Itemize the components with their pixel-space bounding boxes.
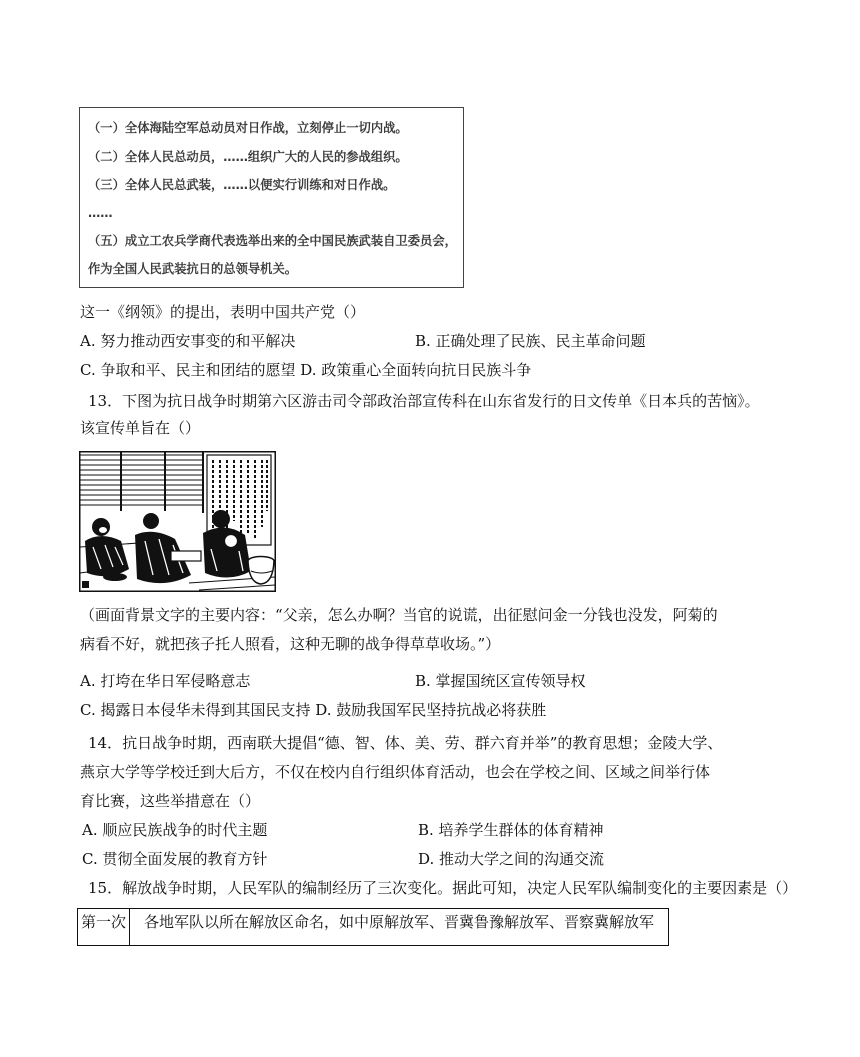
q14-option-b: B. 培养学生群体的体育精神	[418, 821, 604, 839]
q14-stem-line-1: 14．抗日战争时期，西南联大提倡“德、智、体、美、劳、群六育并举”的教育思想；金陵大学、	[88, 734, 723, 752]
program-line-2: （二）全体人民总动员，……组织广大的人民的参战组织。	[88, 150, 408, 164]
q12-option-d: D. 政策重心全面转向抗日民族斗争	[300, 361, 532, 379]
q14-option-a: A. 顺应民族战争的时代主题	[82, 821, 268, 839]
q14-stem-line-2: 燕京大学等学校迁到大后方，不仅在校内自行组织体育活动，也会在学校之间、区域之间举行体	[80, 763, 711, 781]
q13-option-b: B. 掌握国统区宣传领导权	[415, 672, 586, 690]
q12-option-c: C. 争取和平、民主和团结的愿望	[80, 361, 296, 379]
program-line-ellipsis: ……	[88, 206, 113, 220]
program-line-1: （一）全体海陆空军总动员对日作战，立刻停止一切内战。	[88, 121, 408, 135]
q15-stem: 15．解放战争时期，人民军队的编制经历了三次变化。据此可知，决定人民军队编制变化的主要因素是（）	[88, 879, 798, 897]
program-line-3: （三）全体人民总武装，……以便实行训练和对日作战。	[88, 178, 396, 192]
table-cell-stage: 第一次	[78, 909, 130, 945]
q13-options-cd-row	[80, 700, 546, 720]
q13-stem-line-2: 该宣传单旨在（）	[80, 419, 201, 437]
program-line-6: 作为全国人民武装抗日的总领导机关。	[88, 262, 298, 276]
q12-option-b: B. 正确处理了民族、民主革命问题	[415, 332, 646, 350]
propaganda-leaflet-illustration	[79, 451, 276, 592]
q14-option-c: C. 贯彻全面发展的教育方针	[82, 850, 268, 868]
table-cell-description: 各地军队以所在解放区命名，如中原解放军、晋冀鲁豫解放军、晋察冀解放军	[144, 913, 655, 931]
q13-stem-line-1: 13．下图为抗日战争时期第六区游击司令部政治部宣传科在山东省发行的日文传单《日本兵的苦恼》。	[88, 392, 760, 410]
program-line-5: （五）成立工农兵学商代表选举出来的全中国民族武装自卫委员会，	[88, 234, 457, 248]
q14-option-d: D. 推动大学之间的沟通交流	[418, 850, 605, 868]
q12-stem: 这一《纲领》的提出，表明中国共产党（）	[80, 303, 366, 321]
q12-option-a: A. 努力推动西安事变的和平解决	[80, 332, 296, 350]
q13-option-a: A. 打垮在华日军侵略意志	[80, 672, 251, 690]
q13-caption-line-2: 病看不好，就把孩子托人照看，这种无聊的战争得草草收场。”）	[80, 635, 501, 653]
q12-options-cd-row	[80, 360, 531, 380]
army-reorganization-table	[77, 908, 669, 946]
q14-stem-line-3: 育比赛，这些举措意在（）	[80, 792, 261, 810]
artist-seal	[82, 581, 89, 588]
q13-option-c: C. 揭露日本侵华未得到其国民支持	[80, 701, 311, 719]
q13-option-d: D. 鼓励我国军民坚持抗战必将获胜	[315, 701, 547, 719]
q13-caption-line-1: （画面背景文字的主要内容：“父亲，怎么办啊？当官的说谎，出征慰问金一分钱也没发，阿菊的	[80, 606, 718, 624]
